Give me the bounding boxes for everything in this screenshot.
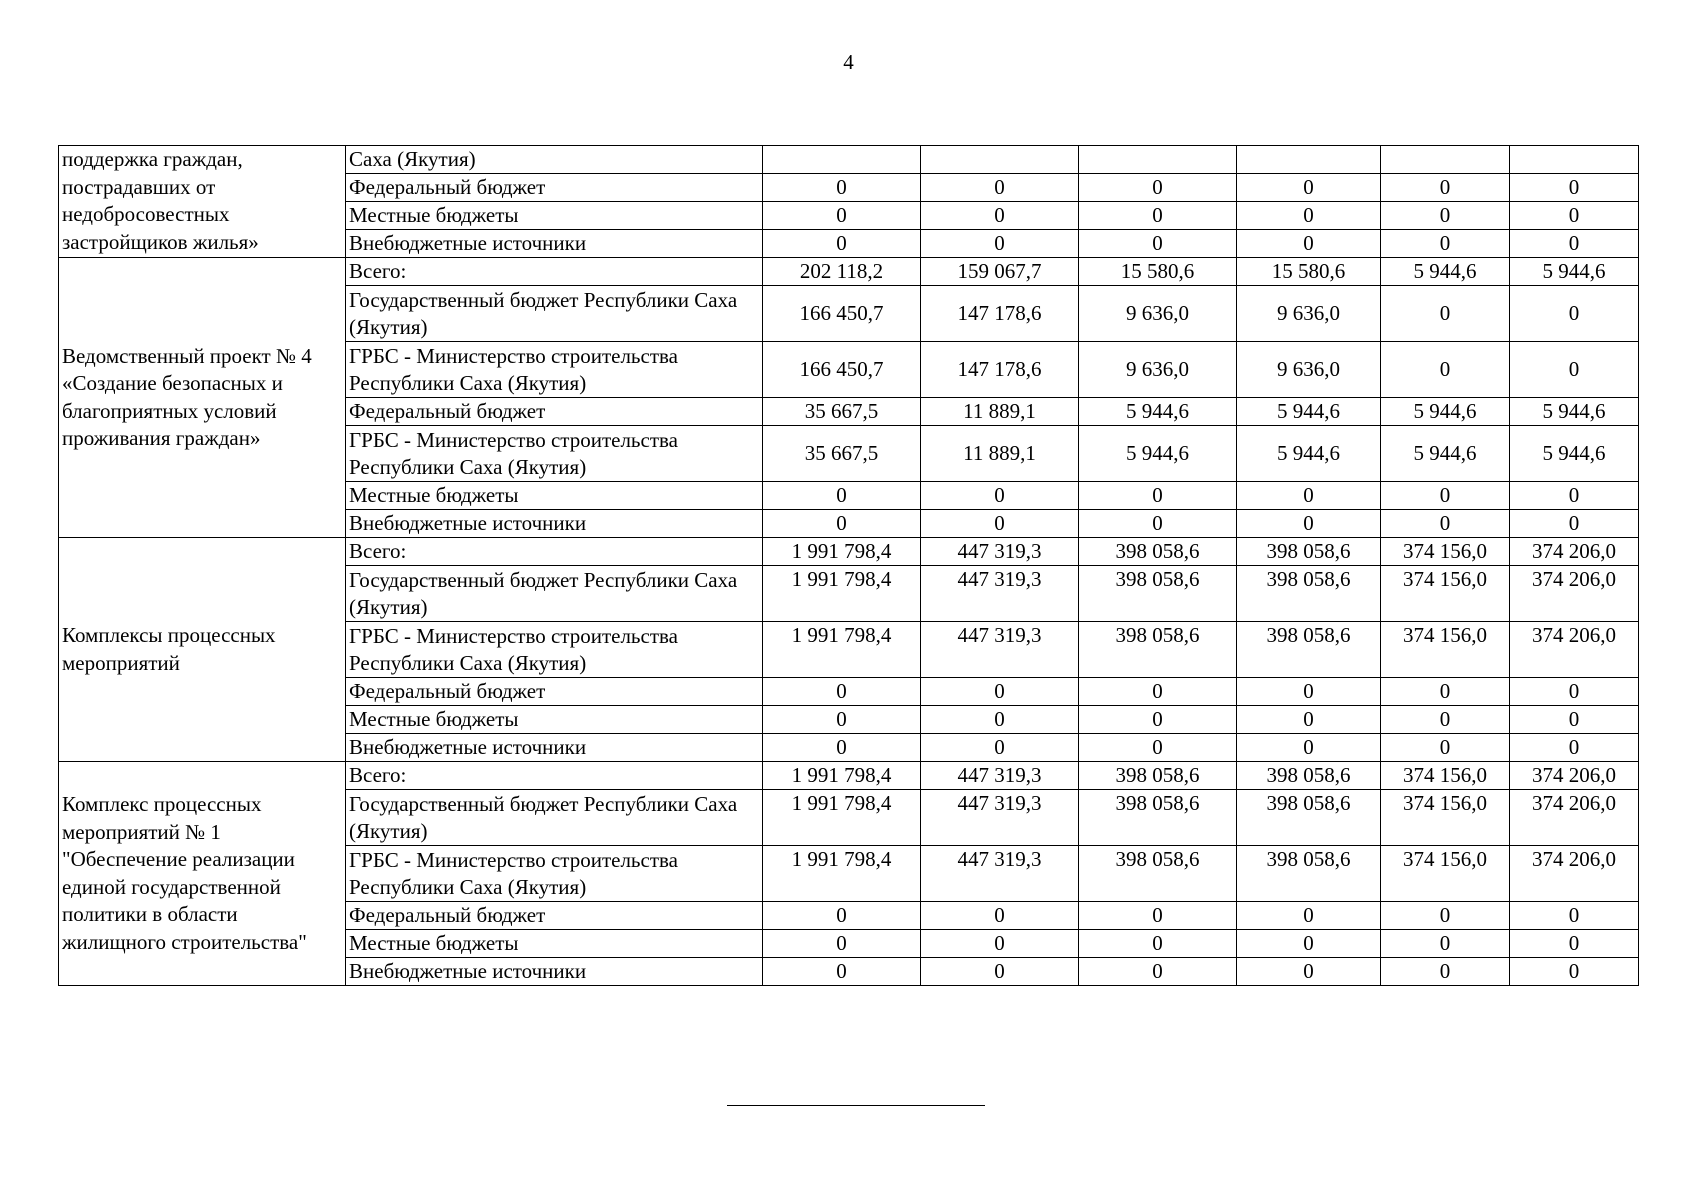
amount-cell: 0: [763, 482, 921, 510]
table-row: [59, 258, 1639, 286]
funding-source-cell: Местные бюджеты: [346, 482, 763, 510]
amount-cell: 9 636,0: [1237, 342, 1381, 398]
amount-cell: 5 944,6: [1237, 426, 1381, 482]
funding-source-cell: ГРБС - Министерство строительства Республики Саха (Якутия): [346, 622, 763, 678]
amount-cell: 0: [1510, 482, 1639, 510]
funding-source-cell: Федеральный бюджет: [346, 678, 763, 706]
amount-cell: 0: [763, 678, 921, 706]
amount-cell: 447 319,3: [921, 566, 1079, 622]
amount-cell: 0: [1381, 342, 1510, 398]
amount-cell: 0: [1079, 930, 1237, 958]
program-name-cell: Комплекс процессных мероприятий № 1 "Обеспечение реализации единой государственной политики в области жилищного строительства": [59, 762, 346, 986]
funding-source-cell: ГРБС - Министерство строительства Республики Саха (Якутия): [346, 342, 763, 398]
amount-cell: 398 058,6: [1079, 622, 1237, 678]
amount-cell: 374 156,0: [1381, 790, 1510, 846]
amount-cell: 0: [1510, 174, 1639, 202]
amount-cell: 0: [763, 230, 921, 258]
amount-cell: 374 156,0: [1381, 566, 1510, 622]
amount-cell: 0: [921, 902, 1079, 930]
amount-cell: 0: [1237, 678, 1381, 706]
amount-cell: 5 944,6: [1510, 258, 1639, 286]
amount-cell: 0: [1510, 230, 1639, 258]
amount-cell: 0: [1079, 958, 1237, 986]
amount-cell: 5 944,6: [1079, 398, 1237, 426]
funding-source-cell: Федеральный бюджет: [346, 398, 763, 426]
amount-cell: 398 058,6: [1079, 846, 1237, 902]
amount-cell: 0: [921, 930, 1079, 958]
amount-cell: 0: [763, 958, 921, 986]
amount-cell: 0: [921, 202, 1079, 230]
amount-cell: 0: [1079, 510, 1237, 538]
funding-table: [58, 145, 1639, 986]
amount-cell: 0: [1237, 958, 1381, 986]
amount-cell: 0: [1381, 230, 1510, 258]
amount-cell: 5 944,6: [1381, 398, 1510, 426]
amount-cell: 0: [1079, 202, 1237, 230]
program-name-cell: Ведомственный проект № 4 «Создание безопасных и благоприятных условий проживания граждан»: [59, 258, 346, 538]
amount-cell: 0: [1237, 930, 1381, 958]
amount-cell: 0: [1237, 230, 1381, 258]
amount-cell: 0: [1381, 734, 1510, 762]
amount-cell: 0: [921, 958, 1079, 986]
amount-cell: 0: [1237, 482, 1381, 510]
funding-source-cell: Местные бюджеты: [346, 202, 763, 230]
funding-source-cell: Местные бюджеты: [346, 706, 763, 734]
amount-cell: 398 058,6: [1079, 566, 1237, 622]
amount-cell: 0: [1381, 958, 1510, 986]
amount-cell: 5 944,6: [1381, 258, 1510, 286]
amount-cell: 398 058,6: [1079, 762, 1237, 790]
amount-cell: 374 206,0: [1510, 790, 1639, 846]
amount-cell: 0: [1079, 706, 1237, 734]
program-name-cell: поддержка граждан, пострадавших от недобросовестных застройщиков жилья»: [59, 146, 346, 258]
funding-source-cell: Внебюджетные источники: [346, 958, 763, 986]
amount-cell: 447 319,3: [921, 790, 1079, 846]
funding-source-cell: Государственный бюджет Республики Саха (Якутия): [346, 286, 763, 342]
table-row: [59, 762, 1639, 790]
amount-cell: 0: [763, 930, 921, 958]
amount-cell: 0: [1510, 202, 1639, 230]
amount-cell: 0: [763, 202, 921, 230]
amount-cell: 0: [1079, 482, 1237, 510]
amount-cell: 0: [1510, 678, 1639, 706]
amount-cell: 5 944,6: [1381, 426, 1510, 482]
amount-cell: 0: [1237, 202, 1381, 230]
amount-cell: 0: [1381, 706, 1510, 734]
funding-source-cell: Всего:: [346, 538, 763, 566]
amount-cell: 5 944,6: [1510, 426, 1639, 482]
amount-cell: 0: [1510, 510, 1639, 538]
amount-cell: 398 058,6: [1079, 538, 1237, 566]
amount-cell: [921, 146, 1079, 174]
amount-cell: 0: [763, 734, 921, 762]
funding-source-cell: Внебюджетные источники: [346, 734, 763, 762]
amount-cell: 9 636,0: [1079, 286, 1237, 342]
amount-cell: 374 206,0: [1510, 846, 1639, 902]
amount-cell: 447 319,3: [921, 622, 1079, 678]
amount-cell: 0: [1510, 286, 1639, 342]
amount-cell: 0: [763, 174, 921, 202]
amount-cell: 398 058,6: [1237, 538, 1381, 566]
funding-source-cell: Всего:: [346, 258, 763, 286]
amount-cell: 0: [1237, 734, 1381, 762]
table-row: [59, 146, 1639, 174]
funding-source-cell: ГРБС - Министерство строительства Республики Саха (Якутия): [346, 426, 763, 482]
amount-cell: 159 067,7: [921, 258, 1079, 286]
amount-cell: 0: [1381, 930, 1510, 958]
amount-cell: 0: [1237, 174, 1381, 202]
amount-cell: 0: [1381, 678, 1510, 706]
amount-cell: 374 156,0: [1381, 622, 1510, 678]
amount-cell: 398 058,6: [1237, 846, 1381, 902]
amount-cell: 0: [1510, 706, 1639, 734]
amount-cell: 0: [763, 902, 921, 930]
amount-cell: 0: [1079, 678, 1237, 706]
amount-cell: 166 450,7: [763, 342, 921, 398]
amount-cell: 398 058,6: [1237, 622, 1381, 678]
amount-cell: 0: [1510, 958, 1639, 986]
amount-cell: 398 058,6: [1237, 762, 1381, 790]
amount-cell: [1237, 146, 1381, 174]
page-number: 4: [843, 50, 854, 74]
amount-cell: 0: [1079, 230, 1237, 258]
amount-cell: 398 058,6: [1079, 790, 1237, 846]
amount-cell: 0: [1510, 930, 1639, 958]
amount-cell: 5 944,6: [1079, 426, 1237, 482]
funding-source-cell: Государственный бюджет Республики Саха (Якутия): [346, 566, 763, 622]
amount-cell: 398 058,6: [1237, 566, 1381, 622]
amount-cell: 9 636,0: [1079, 342, 1237, 398]
amount-cell: 0: [1237, 510, 1381, 538]
table-row: [59, 538, 1639, 566]
amount-cell: 15 580,6: [1079, 258, 1237, 286]
amount-cell: 374 156,0: [1381, 846, 1510, 902]
amount-cell: 11 889,1: [921, 426, 1079, 482]
amount-cell: 374 206,0: [1510, 566, 1639, 622]
amount-cell: 374 206,0: [1510, 622, 1639, 678]
amount-cell: 0: [1510, 734, 1639, 762]
amount-cell: 1 991 798,4: [763, 538, 921, 566]
amount-cell: 0: [921, 482, 1079, 510]
amount-cell: 0: [1381, 174, 1510, 202]
amount-cell: 0: [1079, 902, 1237, 930]
amount-cell: 0: [921, 174, 1079, 202]
amount-cell: 0: [921, 230, 1079, 258]
amount-cell: 35 667,5: [763, 426, 921, 482]
funding-source-cell: Государственный бюджет Республики Саха (Якутия): [346, 790, 763, 846]
amount-cell: [1381, 146, 1510, 174]
amount-cell: 0: [1510, 902, 1639, 930]
amount-cell: 11 889,1: [921, 398, 1079, 426]
amount-cell: 0: [1237, 902, 1381, 930]
funding-source-cell: Внебюджетные источники: [346, 510, 763, 538]
amount-cell: 374 156,0: [1381, 762, 1510, 790]
program-name-cell: Комплексы процессных мероприятий: [59, 538, 346, 762]
amount-cell: 0: [1079, 734, 1237, 762]
amount-cell: 147 178,6: [921, 342, 1079, 398]
amount-cell: 0: [1381, 510, 1510, 538]
amount-cell: 0: [921, 678, 1079, 706]
amount-cell: 0: [921, 706, 1079, 734]
amount-cell: 0: [1381, 202, 1510, 230]
amount-cell: 0: [921, 510, 1079, 538]
amount-cell: 202 118,2: [763, 258, 921, 286]
amount-cell: 374 206,0: [1510, 762, 1639, 790]
amount-cell: 398 058,6: [1237, 790, 1381, 846]
end-of-document-line: [727, 1105, 985, 1106]
amount-cell: 0: [1079, 174, 1237, 202]
amount-cell: 1 991 798,4: [763, 622, 921, 678]
amount-cell: 147 178,6: [921, 286, 1079, 342]
amount-cell: 0: [1381, 902, 1510, 930]
amount-cell: 1 991 798,4: [763, 762, 921, 790]
funding-source-cell: ГРБС - Министерство строительства Республики Саха (Якутия): [346, 846, 763, 902]
amount-cell: 1 991 798,4: [763, 790, 921, 846]
amount-cell: 0: [921, 734, 1079, 762]
amount-cell: 1 991 798,4: [763, 566, 921, 622]
funding-table-body: [59, 146, 1639, 986]
amount-cell: 15 580,6: [1237, 258, 1381, 286]
amount-cell: 0: [1237, 706, 1381, 734]
amount-cell: 5 944,6: [1510, 398, 1639, 426]
amount-cell: 447 319,3: [921, 846, 1079, 902]
amount-cell: 9 636,0: [1237, 286, 1381, 342]
amount-cell: 0: [1381, 286, 1510, 342]
amount-cell: 166 450,7: [763, 286, 921, 342]
amount-cell: 447 319,3: [921, 538, 1079, 566]
funding-source-cell: Местные бюджеты: [346, 930, 763, 958]
amount-cell: 374 206,0: [1510, 538, 1639, 566]
funding-source-cell: Саха (Якутия): [346, 146, 763, 174]
amount-cell: 1 991 798,4: [763, 846, 921, 902]
amount-cell: 374 156,0: [1381, 538, 1510, 566]
amount-cell: 5 944,6: [1237, 398, 1381, 426]
amount-cell: 35 667,5: [763, 398, 921, 426]
amount-cell: [1510, 146, 1639, 174]
amount-cell: [763, 146, 921, 174]
funding-source-cell: Внебюджетные источники: [346, 230, 763, 258]
amount-cell: 0: [763, 706, 921, 734]
amount-cell: 0: [763, 510, 921, 538]
funding-source-cell: Федеральный бюджет: [346, 902, 763, 930]
amount-cell: 447 319,3: [921, 762, 1079, 790]
amount-cell: 0: [1381, 482, 1510, 510]
amount-cell: [1079, 146, 1237, 174]
funding-source-cell: Федеральный бюджет: [346, 174, 763, 202]
funding-source-cell: Всего:: [346, 762, 763, 790]
amount-cell: 0: [1510, 342, 1639, 398]
